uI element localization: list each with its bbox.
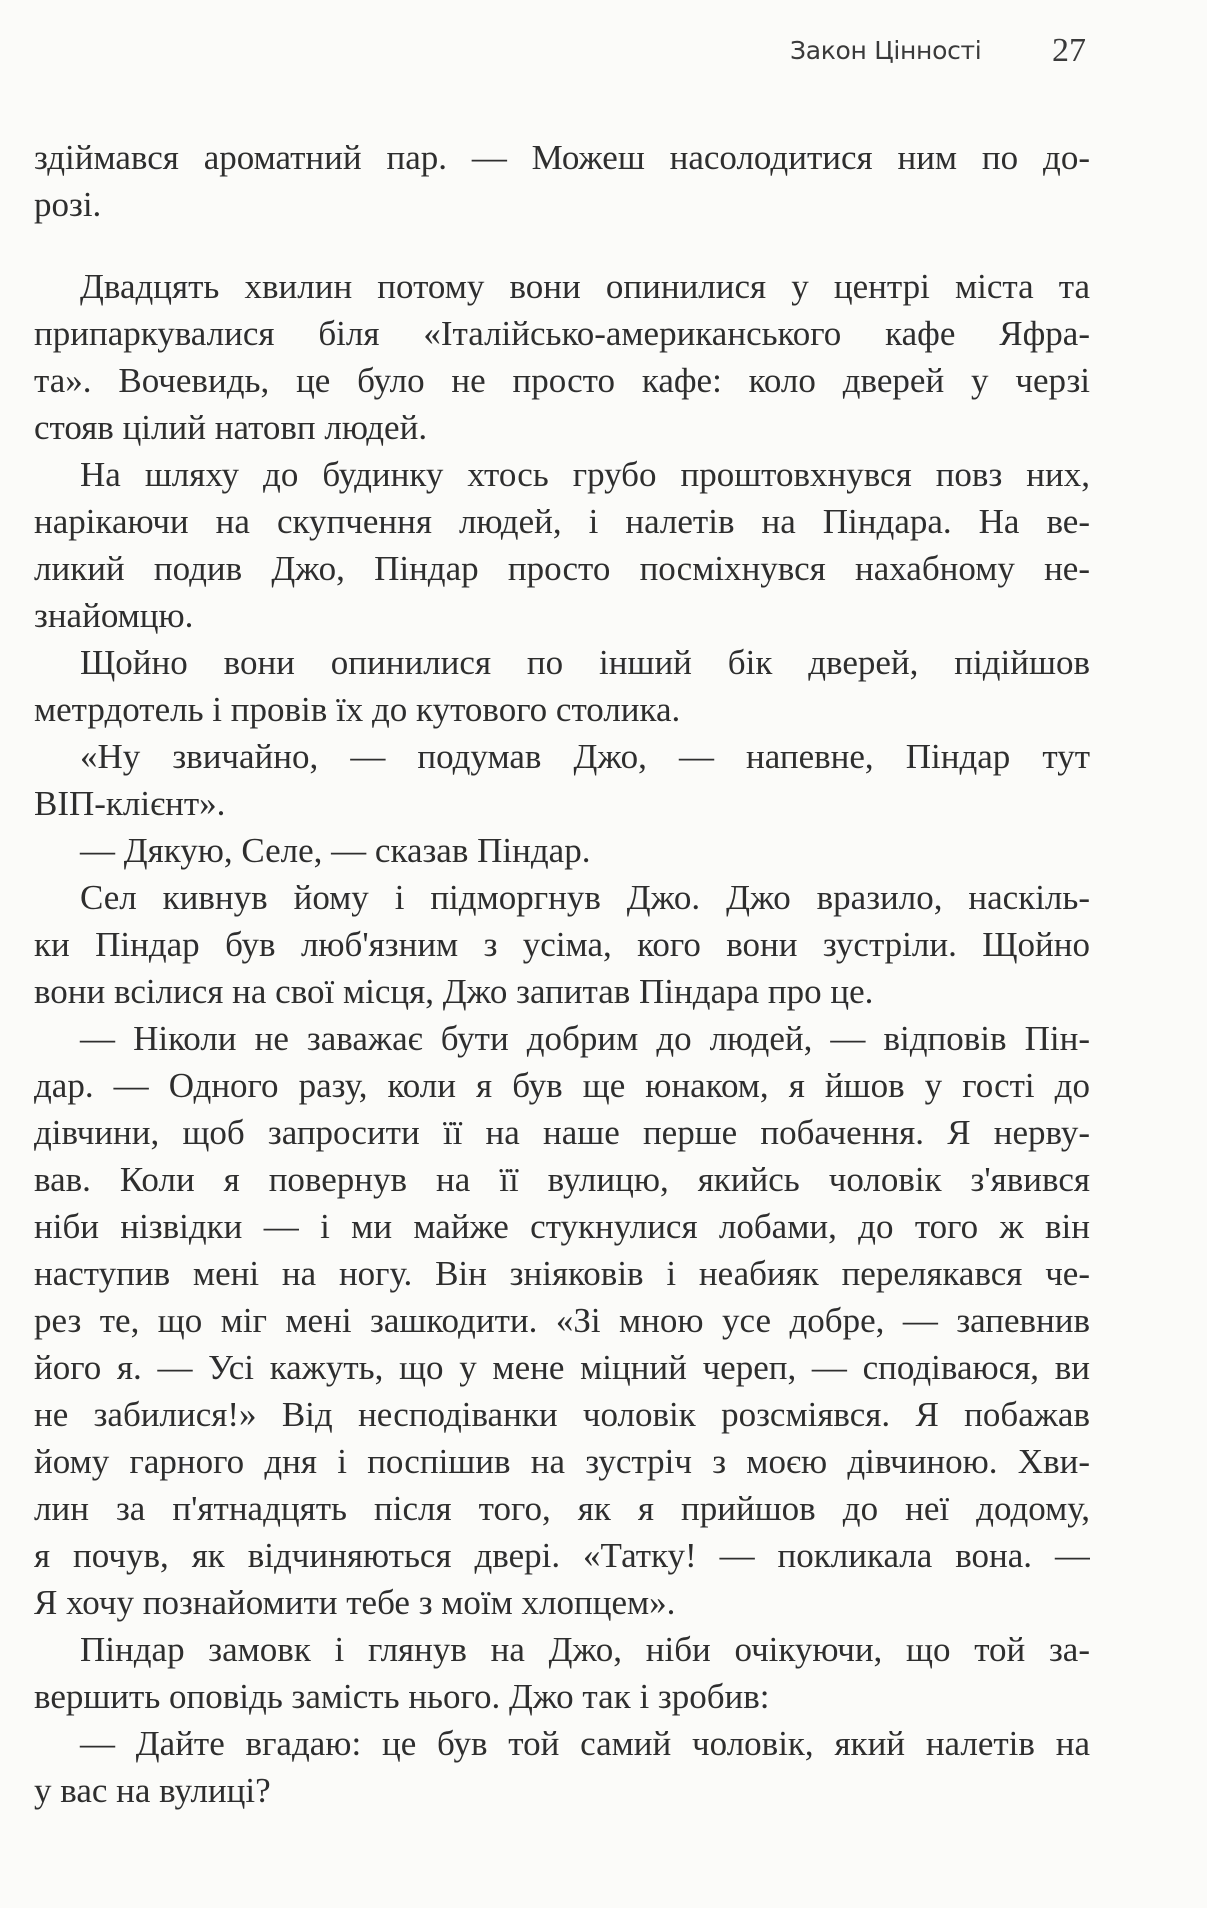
text-line: вав. Коли я повернув на її вулицю, якийсь чоловік з'явився: [34, 1160, 1090, 1199]
text-line: Піндар замовк і глянув на Джо, ніби очікуючи, що той за-: [80, 1630, 1090, 1669]
text-line: наступив мені на ногу. Він зніяковів і неабияк перелякався че-: [34, 1254, 1090, 1293]
text-line: його я. — Усі кажуть, що у мене міцний череп, — сподіваюся, ви: [34, 1348, 1090, 1387]
text-line: Двадцять хвилин потому вони опинилися у центрі міста та: [80, 267, 1090, 306]
text-line: лин за п'ятнадцять після того, як я прийшов до неї додому,: [34, 1489, 1090, 1528]
text-line: не забилися!» Від несподіванки чоловік розсміявся. Я побажав: [34, 1395, 1090, 1434]
text-line: На шляху до будинку хтось грубо проштовхнувся повз них,: [80, 455, 1090, 494]
text-line: ВІП-клієнт».: [34, 784, 226, 823]
text-line: дар. — Одного разу, коли я був ще юнаком, я йшов у гості до: [34, 1066, 1090, 1105]
text-line: стояв цілий натовп людей.: [34, 408, 428, 447]
text-line: здіймався ароматний пар. — Можеш насолодитися ним по до-: [34, 138, 1090, 177]
text-line: нарікаючи на скупчення людей, і налетів на Піндара. На ве-: [34, 502, 1090, 541]
text-line: припаркувалися біля «Італійсько-американського кафе Яфра-: [34, 314, 1090, 353]
text-line: метрдотель і провів їх до кутового столика.: [34, 690, 681, 729]
text-line: «Ну звичайно, — подумав Джо, — напевне, Піндар тут: [80, 737, 1090, 776]
text-line: вершить оповідь замість нього. Джо так і зробив:: [34, 1677, 770, 1716]
text-line: ніби нізвідки — і ми майже стукнулися лобами, до того ж він: [34, 1207, 1090, 1246]
text-line: — Дякую, Селе, — сказав Піндар.: [80, 831, 591, 870]
text-line: — Ніколи не заважає бути добрим до людей, — відповів Пін-: [80, 1019, 1090, 1058]
text-line: Щойно вони опинилися по інший бік дверей, підійшов: [80, 643, 1090, 682]
text-line: рез те, що міг мені зашкодити. «Зі мною усе добре, — запевнив: [34, 1301, 1090, 1340]
text-line: Сел кивнув йому і підморгнув Джо. Джо вразило, наскіль-: [80, 878, 1090, 917]
text-line: ки Піндар був люб'язним з усіма, кого вони зустріли. Щойно: [34, 925, 1090, 964]
text-line: та». Вочевидь, це було не просто кафе: коло дверей у черзі: [34, 361, 1090, 400]
running-title: Закон Цінності: [790, 36, 982, 65]
text-line: Я хочу познайомити тебе з моїм хлопцем».: [34, 1583, 676, 1622]
text-line: йому гарного дня і поспішив на зустріч з моєю дівчиною. Хви-: [34, 1442, 1090, 1481]
text-line: — Дайте вгадаю: це був той самий чоловік, який налетів на: [80, 1724, 1090, 1763]
page-number: 27: [1052, 32, 1086, 69]
text-line: вони всілися на свої місця, Джо запитав Піндара про це.: [34, 972, 874, 1011]
body-text: [34, 134, 1090, 1814]
text-line: дівчини, щоб запросити її на наше перше побачення. Я нерву-: [34, 1113, 1090, 1152]
text-line: я почув, як відчиняються двері. «Татку! — покликала вона. —: [34, 1536, 1090, 1575]
text-line: знайомцю.: [34, 596, 194, 635]
text-line: розі.: [34, 185, 102, 224]
text-line: ликий подив Джо, Піндар просто посміхнувся нахабному не-: [34, 549, 1090, 588]
text-line: у вас на вулиці?: [34, 1771, 271, 1810]
